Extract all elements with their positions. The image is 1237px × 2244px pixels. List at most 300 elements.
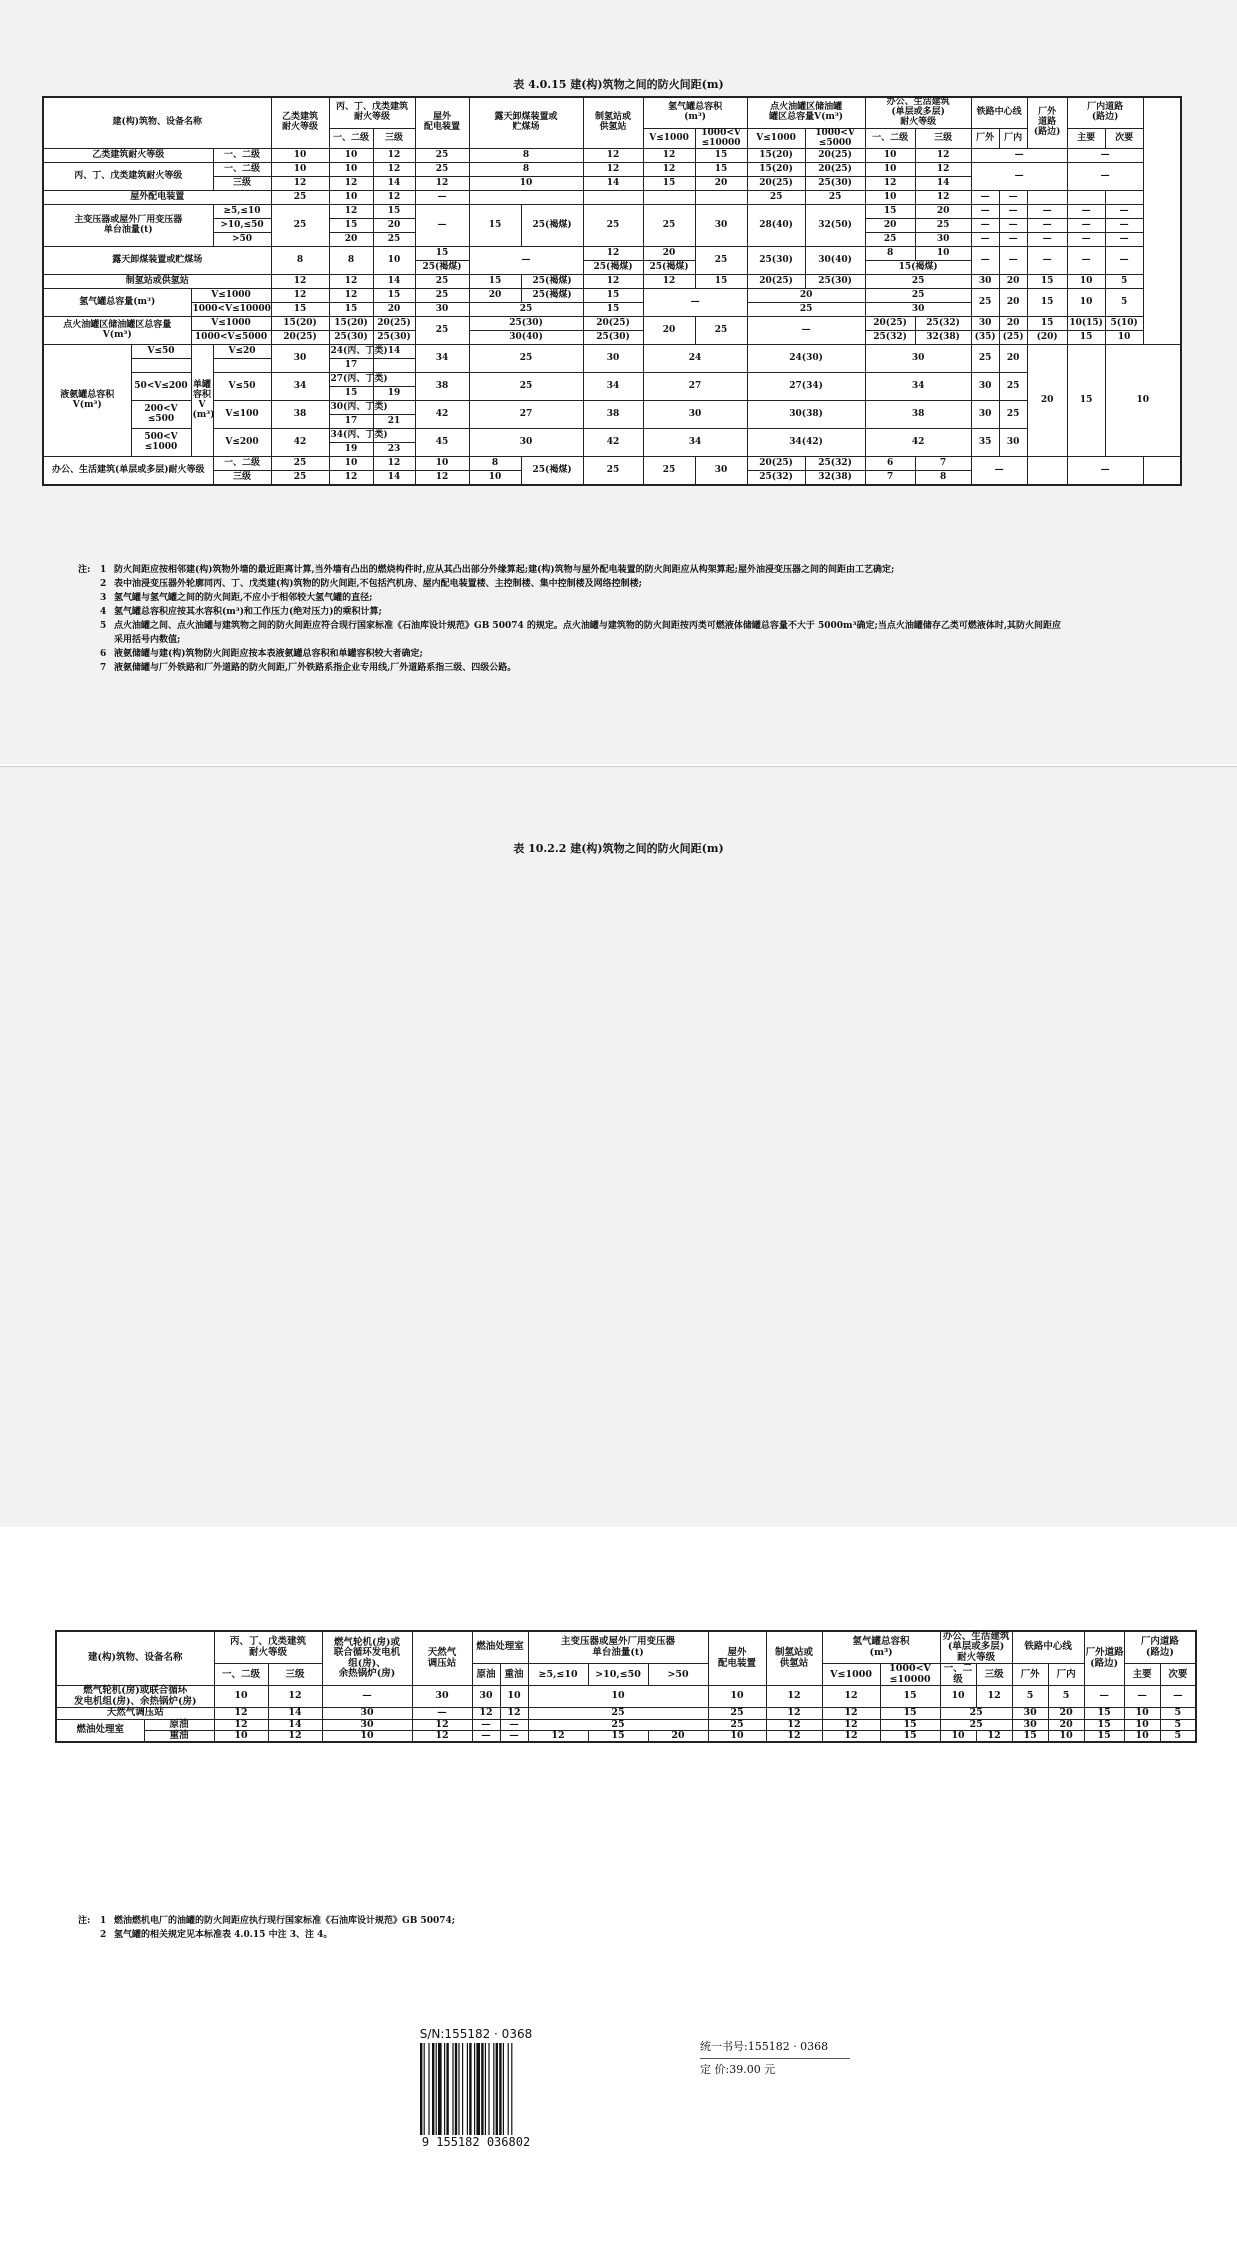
table-cell: 15 bbox=[1067, 331, 1105, 345]
table-cell: 25 bbox=[695, 247, 747, 275]
table-cell: 10 bbox=[865, 163, 915, 177]
table-row bbox=[56, 1664, 1196, 1686]
table-cell: 12 bbox=[822, 1708, 880, 1719]
barcode-number: 9 155182 036802 bbox=[421, 2135, 531, 2149]
table-cell: 25 bbox=[643, 205, 695, 247]
table-cell: — bbox=[1105, 233, 1143, 247]
table-cell: 铁路中心线 bbox=[971, 97, 1027, 128]
table-cell: 厂内道路 (路边) bbox=[1124, 1631, 1196, 1664]
table-cell: 氢气罐总容积 (m³) bbox=[822, 1631, 940, 1664]
table-cell: — bbox=[1067, 457, 1143, 486]
table-cell: 42 bbox=[865, 429, 971, 457]
table-cell: 15 bbox=[1027, 289, 1067, 317]
table-cell: 一、二级 bbox=[329, 128, 373, 149]
barcode-block bbox=[412, 2027, 540, 2152]
table-row bbox=[43, 191, 1181, 205]
table-cell: 12 bbox=[329, 289, 373, 303]
table-cell: 8 bbox=[271, 247, 329, 275]
table-cell: ≥5,≤10 bbox=[213, 205, 271, 219]
price-block bbox=[700, 2036, 850, 2081]
table-cell: 办公、生活建筑 (单层或多层) 耐火等级 bbox=[865, 97, 971, 128]
table-cell: — bbox=[322, 1686, 412, 1708]
table-cell: 15 bbox=[588, 1730, 648, 1742]
table-cell: 12 bbox=[766, 1730, 822, 1742]
table-cell: 制氢站或 供氢站 bbox=[766, 1631, 822, 1686]
table-cell: 34 bbox=[865, 373, 971, 401]
table-cell: 15(20) bbox=[329, 317, 373, 331]
table-cell: 15 bbox=[583, 289, 643, 303]
table-cell: 30 bbox=[971, 401, 999, 429]
table-cell: 15 bbox=[1084, 1708, 1124, 1719]
table-cell bbox=[1067, 191, 1105, 205]
table-cell: 7 bbox=[915, 457, 971, 471]
table-cell: 20 bbox=[1027, 345, 1067, 457]
table-cell: 20(25) bbox=[373, 317, 415, 331]
table-cell: 8 bbox=[469, 457, 521, 471]
table-cell: 10 bbox=[214, 1730, 268, 1742]
note-number: 5 bbox=[100, 621, 107, 631]
table-cell: 12 bbox=[472, 1708, 500, 1719]
table-cell: 15 bbox=[695, 275, 747, 289]
table-cell: 25(褐煤) bbox=[415, 261, 469, 275]
table-cell: 25 bbox=[415, 149, 469, 163]
table-cell: 露天卸煤装置或 贮煤场 bbox=[469, 97, 583, 149]
table-cell: 30 bbox=[915, 233, 971, 247]
note-number: 1 bbox=[100, 1916, 107, 1926]
table-cell: 办公、生活建筑 (单层或多层) 耐火等级 bbox=[940, 1631, 1012, 1664]
table-cell: 15(褐煤) bbox=[865, 261, 971, 275]
table-cell: 氢气罐总容积 (m³) bbox=[643, 97, 747, 128]
table-cell: — bbox=[1084, 1686, 1124, 1708]
table-cell: 12 bbox=[214, 1708, 268, 1719]
table-cell: 10 bbox=[865, 191, 915, 205]
table-cell: 15 bbox=[880, 1708, 940, 1719]
note-text: 液氨储罐与厂外铁路和厂外道路的防火间距,厂外铁路系指企业专用线,厂外道路系指三级、四级公路。 bbox=[114, 663, 517, 673]
table-cell: 15 bbox=[643, 177, 695, 191]
table-cell: 12 bbox=[915, 149, 971, 163]
table-cell: 15 bbox=[1084, 1730, 1124, 1742]
table-cell: 12 bbox=[271, 275, 329, 289]
table-cell: 10 bbox=[1067, 275, 1105, 289]
table-cell: 14 bbox=[268, 1719, 322, 1730]
table-cell: — bbox=[1027, 219, 1067, 233]
price-label: 定 价:39.00 元 bbox=[700, 2063, 776, 2076]
table-cell: 10 bbox=[1067, 289, 1105, 317]
table-cell: 25 bbox=[415, 275, 469, 289]
notes-label: 注: bbox=[78, 565, 91, 575]
table-cell: — bbox=[971, 457, 1027, 486]
table-row bbox=[43, 317, 1181, 331]
note-text: 防火间距应按相邻建(构)筑物外墙的最近距离计算,当外墙有凸出的燃烧构件时,应从其凸出部分外缘算起;建(构)筑物与屋外配电装置的防火间距应从构架算起;屋外油浸变压器之间的间距由工艺确定; bbox=[114, 565, 895, 575]
table-cell: — bbox=[500, 1730, 528, 1742]
table-cell: — bbox=[971, 219, 999, 233]
table-cell: 1000<V≤5000 bbox=[191, 331, 271, 345]
table-cell: 25 bbox=[469, 303, 583, 317]
table-cell: 15 bbox=[880, 1719, 940, 1730]
table-caption: 表 10.2.2 建(构)筑物之间的防火间距(m) bbox=[513, 842, 724, 855]
table-cell: 原油 bbox=[472, 1664, 500, 1686]
table-cell: 32(50) bbox=[805, 205, 865, 247]
table-cell: 15 bbox=[1067, 345, 1105, 457]
table-cell: 30 bbox=[415, 303, 469, 317]
table-cell: 铁路中心线 bbox=[1012, 1631, 1084, 1664]
table-cell: 15 bbox=[373, 205, 415, 219]
note-number: 1 bbox=[100, 565, 107, 575]
table-cell: 制氢站或供氢站 bbox=[43, 275, 271, 289]
table-cell: 15 bbox=[865, 205, 915, 219]
table-cell: 15 bbox=[695, 149, 747, 163]
note-number: 6 bbox=[100, 649, 107, 659]
table-cell: — bbox=[1027, 233, 1067, 247]
table-cell: 7 bbox=[865, 471, 915, 486]
table-cell: — bbox=[1027, 205, 1067, 219]
table-cell: 1000<V≤10000 bbox=[191, 303, 271, 317]
table-row bbox=[56, 1631, 1196, 1664]
table-cell: — bbox=[1027, 247, 1067, 275]
table-cell: 12 bbox=[822, 1719, 880, 1730]
table-cell: 30(丙、丁类) bbox=[329, 401, 373, 415]
note-line bbox=[78, 563, 1061, 577]
table-cell: 12 bbox=[528, 1730, 588, 1742]
table-cell: 25 bbox=[865, 289, 971, 303]
table-cell: — bbox=[500, 1719, 528, 1730]
table-cell: 一、二级 bbox=[213, 163, 271, 177]
table-cell: 30 bbox=[271, 345, 329, 373]
table-cell: V≤1000 bbox=[191, 317, 271, 331]
table-cell: 20 bbox=[469, 289, 521, 303]
table-cell: 1000<V ≤10000 bbox=[880, 1664, 940, 1686]
table-cell: 主要 bbox=[1067, 128, 1105, 149]
table-cell: 次要 bbox=[1160, 1664, 1196, 1686]
table-row bbox=[43, 163, 1181, 177]
note-number: 3 bbox=[100, 593, 107, 603]
table-cell: 丙、丁、戊类建筑 耐火等级 bbox=[329, 97, 415, 128]
table-cell: 12 bbox=[415, 177, 469, 191]
table-cell: 原油 bbox=[144, 1719, 214, 1730]
table-cell: 10 bbox=[329, 163, 373, 177]
table-cell: 20 bbox=[865, 219, 915, 233]
table-cell: 12 bbox=[271, 289, 329, 303]
table-cell: 一、二级 bbox=[213, 149, 271, 163]
table-cell: — bbox=[472, 1730, 500, 1742]
table-cell: — bbox=[999, 219, 1027, 233]
table-cell: 34(42) bbox=[747, 429, 865, 457]
table-cell: 17 bbox=[329, 415, 373, 429]
table-cell: — bbox=[643, 289, 747, 317]
note-number: 4 bbox=[100, 607, 107, 617]
table-row bbox=[56, 1719, 1196, 1730]
table-cell: 5 bbox=[1048, 1686, 1084, 1708]
table-cell: 主变压器或屋外厂用变压器 单台油量(t) bbox=[528, 1631, 708, 1664]
table-cell: 32(38) bbox=[915, 331, 971, 345]
table-cell: (35) bbox=[971, 331, 999, 345]
table-cell: >50 bbox=[648, 1664, 708, 1686]
table-cell: 12 bbox=[412, 1719, 472, 1730]
table-cell: 30(40) bbox=[469, 331, 583, 345]
table-cell: 12 bbox=[822, 1686, 880, 1708]
table-cell: 10 bbox=[500, 1686, 528, 1708]
table-cell: 12 bbox=[329, 275, 373, 289]
table-cell: 丙、丁、戊类建筑 耐火等级 bbox=[214, 1631, 322, 1664]
table-cell: 10 bbox=[271, 149, 329, 163]
table-cell: 50<V≤200 bbox=[131, 373, 191, 401]
page-2 bbox=[0, 766, 1237, 1940]
table-cell: 27(丙、丁类) bbox=[329, 373, 373, 387]
table-cell: 12 bbox=[865, 177, 915, 191]
table-cell: V≤1000 bbox=[747, 128, 805, 149]
table-cell: 10 bbox=[329, 191, 373, 205]
table-cell: 点火油罐区储油罐区总容量 V(m³) bbox=[43, 317, 191, 345]
note-text: 氢气罐总容积应按其水容积(m³)和工作压力(绝对压力)的乘积计算; bbox=[114, 607, 382, 617]
table-cell: 28(40) bbox=[747, 205, 805, 247]
table-cell: 一、二级 bbox=[865, 128, 915, 149]
table-cell: 25 bbox=[915, 219, 971, 233]
table-cell: 34(丙、丁类) bbox=[329, 429, 373, 443]
table-cell: 17 bbox=[329, 359, 373, 373]
table-cell: 一、二级 bbox=[213, 457, 271, 471]
table-cell: 20(25) bbox=[747, 275, 805, 289]
table-cell: 25 bbox=[805, 191, 865, 205]
table-cell: 42 bbox=[415, 401, 469, 429]
table-cell: 重油 bbox=[500, 1664, 528, 1686]
table-cell: — bbox=[971, 149, 1067, 163]
table-cell: 25(褐煤) bbox=[583, 261, 643, 275]
table-cell: V≤200 bbox=[213, 429, 271, 457]
note-text: 氢气罐与氢气罐之间的防火间距,不应小于相邻较大氢气罐的直径; bbox=[114, 593, 373, 603]
table-cell: 12 bbox=[329, 471, 373, 486]
table-cell: 34 bbox=[415, 345, 469, 373]
note-line bbox=[78, 633, 1061, 647]
table-cell: 25 bbox=[271, 471, 329, 486]
table-cell: 10 bbox=[915, 247, 971, 261]
table-cell: 12 bbox=[766, 1686, 822, 1708]
table-cell: 25 bbox=[940, 1708, 1012, 1719]
table-cell: 5 bbox=[1160, 1730, 1196, 1742]
table-cell: — bbox=[1105, 205, 1143, 219]
table-cell: 15 bbox=[329, 387, 373, 401]
table-cell: — bbox=[472, 1719, 500, 1730]
table-cell: 12 bbox=[500, 1708, 528, 1719]
table-cell: 25(30) bbox=[805, 275, 865, 289]
table-cell: V≤1000 bbox=[191, 289, 271, 303]
table-cell: >10,≤50 bbox=[213, 219, 271, 233]
table-cell: 20 bbox=[999, 289, 1027, 317]
table-cell: 10 bbox=[469, 177, 583, 191]
table-cell: 14 bbox=[373, 275, 415, 289]
table-cell: — bbox=[1067, 205, 1105, 219]
table-cell: — bbox=[971, 163, 1067, 191]
table-cell: 重油 bbox=[144, 1730, 214, 1742]
table-cell: 25(30) bbox=[805, 177, 865, 191]
table-cell: V≤50 bbox=[131, 345, 191, 359]
table-cell: 27 bbox=[469, 401, 583, 429]
table-cell: 20(25) bbox=[747, 177, 805, 191]
table-cell: 20 bbox=[999, 275, 1027, 289]
table-cell bbox=[469, 191, 583, 205]
table-cell: 12 bbox=[268, 1730, 322, 1742]
table-cell: 30 bbox=[469, 429, 583, 457]
table-cell: 15 bbox=[1084, 1719, 1124, 1730]
table-cell: 30 bbox=[1012, 1719, 1048, 1730]
note-line bbox=[78, 591, 1061, 605]
table-cell: 单罐 容积 V (m³) bbox=[191, 345, 213, 457]
table-cell: 主要 bbox=[1124, 1664, 1160, 1686]
table-cell: 20 bbox=[695, 177, 747, 191]
table-cell: 12 bbox=[373, 191, 415, 205]
table-cell: 天然气 调压站 bbox=[412, 1631, 472, 1686]
table-cell: 25 bbox=[415, 163, 469, 177]
table-cell: 30 bbox=[1012, 1708, 1048, 1719]
table-cell: 主变压器或屋外厂用变压器 单台油量(t) bbox=[43, 205, 213, 247]
table-row bbox=[43, 205, 1181, 219]
table-cell: 15(20) bbox=[747, 149, 805, 163]
table-cell: 点火油罐区储油罐 罐区总容量V(m³) bbox=[747, 97, 865, 128]
sn-label: S/N:155182 · 0368 bbox=[419, 2027, 533, 2041]
table-cell: 25(褐煤) bbox=[521, 289, 583, 303]
table-cell: 6 bbox=[865, 457, 915, 471]
table-cell: 10 bbox=[322, 1730, 412, 1742]
table-cell: — bbox=[415, 191, 469, 205]
table-cell bbox=[1027, 191, 1067, 205]
table-cell: 12 bbox=[415, 471, 469, 486]
table-cell: 14 bbox=[373, 471, 415, 486]
table-cell: 12 bbox=[976, 1730, 1012, 1742]
table-cell: 15 bbox=[329, 219, 373, 233]
table-cell: 30 bbox=[865, 345, 971, 373]
table-cell: ≥5,≤10 bbox=[528, 1664, 588, 1686]
table-cell: — bbox=[469, 247, 583, 275]
note-text: 采用括号内数值; bbox=[114, 635, 181, 645]
table-cell: 10 bbox=[373, 247, 415, 275]
table-cell: 12 bbox=[373, 457, 415, 471]
table-cell: 厂内 bbox=[999, 128, 1027, 149]
note-line bbox=[78, 661, 1061, 675]
table-cell: 10 bbox=[940, 1730, 976, 1742]
table-cell: — bbox=[1067, 247, 1105, 275]
table-cell: V≤1000 bbox=[822, 1664, 880, 1686]
table-cell: 厂外 bbox=[971, 128, 999, 149]
table-cell: 15 bbox=[1027, 275, 1067, 289]
table-cell: 15 bbox=[880, 1730, 940, 1742]
table-cell: 23 bbox=[373, 443, 415, 457]
table-cell: 30 bbox=[971, 317, 999, 331]
table-cell: 25 bbox=[971, 289, 999, 317]
table-cell: 10 bbox=[528, 1686, 708, 1708]
table-cell: — bbox=[1124, 1686, 1160, 1708]
table-row bbox=[43, 345, 1181, 359]
table-cell: — bbox=[971, 205, 999, 219]
table-cell: 屋外 配电装置 bbox=[708, 1631, 766, 1686]
table-cell: 12 bbox=[643, 149, 695, 163]
table-cell: 30 bbox=[472, 1686, 500, 1708]
table-cell: 25 bbox=[528, 1719, 708, 1730]
table-cell: 42 bbox=[583, 429, 643, 457]
table-cell: 10 bbox=[1124, 1730, 1160, 1742]
table-cell: 三级 bbox=[268, 1664, 322, 1686]
table-cell: 25(30) bbox=[747, 247, 805, 275]
table-cell: 20 bbox=[1048, 1719, 1084, 1730]
table-cell: 20 bbox=[329, 233, 373, 247]
table-cell bbox=[695, 191, 747, 205]
table-cell: 5 bbox=[1160, 1708, 1196, 1719]
note-number: 2 bbox=[100, 1930, 107, 1940]
table-cell: >50 bbox=[213, 233, 271, 247]
table-cell: 三级 bbox=[373, 128, 415, 149]
table-cell: 12 bbox=[373, 163, 415, 177]
notes-label: 注: bbox=[78, 1916, 91, 1926]
table-cell: — bbox=[971, 247, 999, 275]
fire-distance-table-4-0-15 bbox=[42, 96, 1182, 486]
table-cell: 27 bbox=[643, 373, 747, 401]
table-cell: 25 bbox=[271, 205, 329, 247]
table-cell: 厂外 bbox=[1012, 1664, 1048, 1686]
table-cell: 8 bbox=[865, 247, 915, 261]
table-cell: 乙类建筑耐火等级 bbox=[43, 149, 213, 163]
table-cell: 12 bbox=[271, 177, 329, 191]
table-cell: >10,≤50 bbox=[588, 1664, 648, 1686]
table-cell: 25 bbox=[999, 373, 1027, 401]
table-cell: — bbox=[999, 233, 1027, 247]
table-cell: 三级 bbox=[915, 128, 971, 149]
table-cell: 12 bbox=[643, 275, 695, 289]
table-cell: 屋外 配电装置 bbox=[415, 97, 469, 149]
table-cell: 一、二级 bbox=[214, 1664, 268, 1686]
table-cell: 建(构)筑物、设备名称 bbox=[56, 1631, 214, 1686]
table-cell: (25) bbox=[999, 331, 1027, 345]
table-cell: 32(38) bbox=[805, 471, 865, 486]
table-cell: 25 bbox=[271, 457, 329, 471]
table-notes bbox=[78, 563, 1061, 675]
table-cell: 25(30) bbox=[469, 317, 583, 331]
table-cell: — bbox=[415, 205, 469, 247]
table-row bbox=[43, 247, 1181, 261]
table-cell: 200<V ≤500 bbox=[131, 401, 191, 429]
table-cell: 15 bbox=[329, 303, 373, 317]
table-cell: 10 bbox=[865, 149, 915, 163]
table-cell: 厂外道路 (路边) bbox=[1084, 1631, 1124, 1686]
table-cell: 25 bbox=[708, 1719, 766, 1730]
barcode-icon bbox=[420, 2043, 536, 2135]
table-row bbox=[43, 331, 1181, 345]
table-cell: 25(32) bbox=[915, 317, 971, 331]
table-cell: 10 bbox=[271, 163, 329, 177]
table-cell: 15(20) bbox=[747, 163, 805, 177]
note-text: 点火油罐之间、点火油罐与建筑物之间的防火间距应符合现行国家标准《石油库设计规范》GB 50074 的规定。点火油罐与建筑物的防火间距按丙类可燃液体储罐总容量不大于 5000m³确定;当点火油罐储存乙类可燃液体时,其防火间距应 bbox=[114, 621, 1061, 631]
table-cell: 500<V ≤1000 bbox=[131, 429, 191, 457]
note-text: 表中油浸变压器外轮廓同丙、丁、戊类建(构)筑物的防火间距,不包括汽机房、屋内配电装置楼、主控制楼、集中控制楼及网络控制楼; bbox=[114, 579, 642, 589]
table-cell: 12 bbox=[583, 149, 643, 163]
table-cell: 38 bbox=[415, 373, 469, 401]
table-cell: 10 bbox=[1048, 1730, 1084, 1742]
note-line bbox=[78, 577, 1061, 591]
table-cell: 10 bbox=[1105, 345, 1181, 457]
table-cell: 20 bbox=[373, 303, 415, 317]
note-text: 氢气罐的相关规定见本标准表 4.0.15 中注 3、注 4。 bbox=[114, 1930, 333, 1940]
table-cell: 30 bbox=[583, 345, 643, 373]
table-cell: 液氨罐总容积 V(m³) bbox=[43, 345, 131, 457]
table-cell: 12 bbox=[412, 1730, 472, 1742]
table-cell: 1000<V ≤5000 bbox=[805, 128, 865, 149]
table-cell: 5(10) bbox=[1105, 317, 1143, 331]
table-cell: — bbox=[747, 317, 865, 345]
table-cell: 25(32) bbox=[747, 471, 805, 486]
table-cell: 12 bbox=[915, 191, 971, 205]
page-1 bbox=[0, 0, 1237, 764]
table-cell: 燃油处理室 bbox=[56, 1719, 144, 1742]
table-cell: 15 bbox=[373, 289, 415, 303]
table-cell: 15 bbox=[1012, 1730, 1048, 1742]
table-cell: 15(20) bbox=[271, 317, 329, 331]
